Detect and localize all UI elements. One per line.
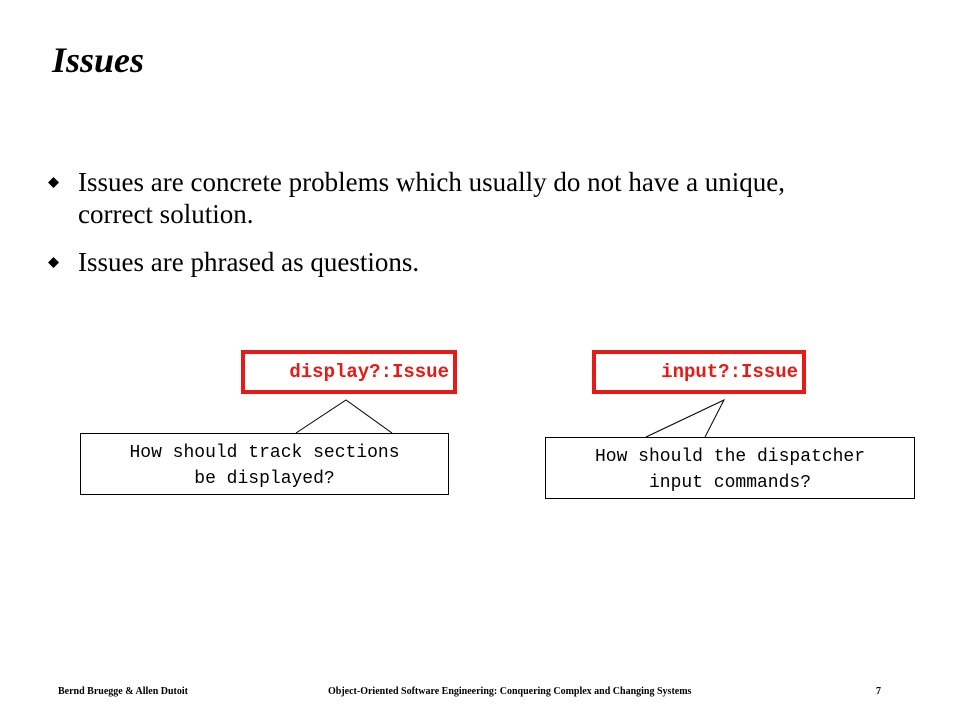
issue-label: display?:Issue (289, 361, 449, 383)
bullet-text: Issues are concrete problems which usually do not have a unique, correct solution. (78, 167, 786, 229)
issue-box-display (241, 350, 457, 394)
note-line: input commands? (648, 473, 812, 493)
issue-note-display (80, 433, 449, 495)
slide-title: Issues (52, 40, 145, 80)
note-connector-display (296, 400, 392, 433)
footer-authors: Bernd Bruegge & Allen Dutoit (58, 686, 188, 697)
footer-book-title: Object-Oriented Software Engineering: Conquering Complex and Changing Systems (328, 686, 692, 697)
note-line: How should the dispatcher (594, 447, 866, 467)
issue-note-input (545, 437, 915, 499)
note-line: How should track sections (129, 443, 400, 463)
bullet-text: Issues are phrased as questions. (78, 247, 420, 277)
issue-label: input?:Issue (661, 361, 798, 383)
issue-box-input (592, 350, 806, 394)
footer-page-number: 7 (876, 686, 881, 697)
note-connector-input (646, 400, 724, 437)
note-line: be displayed? (194, 469, 335, 489)
